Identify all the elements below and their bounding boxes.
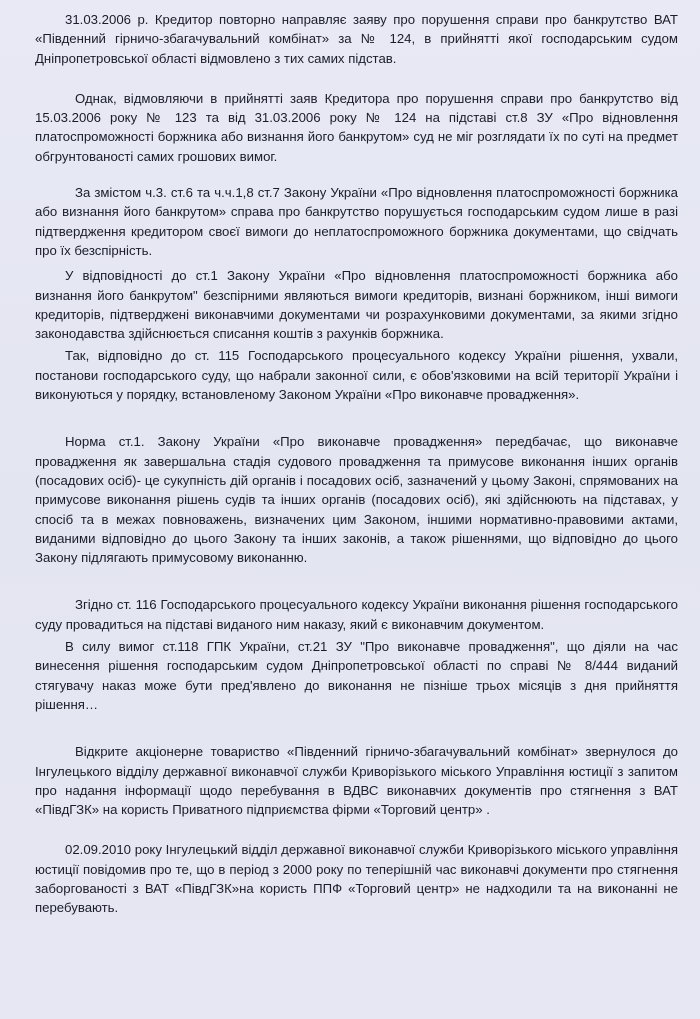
paragraph-article-118: В силу вимог ст.118 ГПК України, ст.21 ЗУ "Про виконавче провадження", що діяли на час винесення рішення господарським судом Дніпропетровської області по справі № 8/444 виданий стягувачу наказ може бути пред'явлено до виконання не пізніше трьох місяців з дня прийняття рішення… <box>35 639 678 712</box>
paragraph-article-116: Згідно ст. 116 Господарського процесуального кодексу України виконання рішення господарського суду провадиться на підставі виданого ним наказу, який є виконавчим документом. <box>35 597 678 632</box>
paragraph-enforcement-norm: Норма ст.1. Закону України «Про виконавче провадження» передбачає, що виконавче провадження як завершальна стадія судового провадження та примусове виконання інших органів (посадових осіб)- це сукупність дій органів і посадових осіб, зазначений у цьому Законі, спрямованих на примусове виконання рішень судів та інших органів (посадових осіб), які здійснюють на підставах, у спосіб та в межах повноважень, визначених цим Законом, іншими нормативно-правовими актами, виданими відповідно до цього Закону та інших законів, а також рішеннями, що відповідно до цього Закону підлягають примусовому виконанню. <box>35 434 678 566</box>
paragraph-law-content: За змістом ч.3. ст.6 та ч.ч.1,8 ст.7 Закону України «Про відновлення платоспроможності боржника або визнання його банкрутом» справа про банкрутство порушується господарським судом лише в разі підтвердження кредитором своєї вимоги до неплатоспроможного боржника документами, що свідчать про їх безспірність. <box>35 185 678 258</box>
paragraph-refusal-basis: Однак, відмовляючи в прийнятті заяв Кредитора про порушення справи про банкрутство від 15.03.2006 року № 123 та від 31.03.2006 року № 124 на підставі ст.8 ЗУ «Про відновлення платоспроможності боржника або визнання його банкрутом» суд не міг розглядати їх по суті на предмет обгрунтованості самих грошових вимог. <box>35 90 678 164</box>
paragraph-court-decisions: Так, відповідно до ст. 115 Господарського процесуального кодексу України рішення, ухвали, постанови господарського суду, що набрали законної сили, є обов'язковими на всій території України і виконуються у порядку, встановленому Законом України «Про виконавче провадження». <box>35 348 678 403</box>
paragraph-repeat-application: 31.03.2006 р. Кредитор повторно направляє заяву про порушення справи про банкрутство ВАТ «Південний гірничо-збагачувальний комбінат» за № 124, в прийнятті якої господарським судом Дніпропетровської області відмовлено з тих самих підстав. <box>35 12 678 66</box>
paragraph-info-request: Відкрите акціонерне товариство «Південний гірничо-збагачувальний комбінат» звернулося до Інгулецького відділу державної виконавчої служби Криворізького міського Управління юстиції з запитом про надання інформації щодо перебування в ВДВС виконавчих документів про стягнення з ВАТ «ПівдГЗК» на користь Приватного підприємства фірми «Торговий центр» . <box>35 744 678 818</box>
paragraph-service-reply: 02.09.2010 року Інгулецький відділ державної виконавчої служби Криворізького міського управління юстиції повідомив про те, що в період з 2000 року по теперішній час виконавчі документи про стягнення заборгованості з ВАТ «ПівдГЗК»на користь ППФ «Торговий центр» не надходили та на виконанні не перебувають. <box>35 842 678 916</box>
paragraph-undisputed-claims: У відповідності до ст.1 Закону України «Про відновлення платоспроможності боржника або визнання його банкрутом" безспірними являються вимоги кредиторів, визнані боржником, інші вимоги кредиторів, підтверджені виконавчими документами чи розрахунковими документами, за якими згідно законодавства здійснюється списання коштів з рахунків боржника. <box>35 268 678 342</box>
